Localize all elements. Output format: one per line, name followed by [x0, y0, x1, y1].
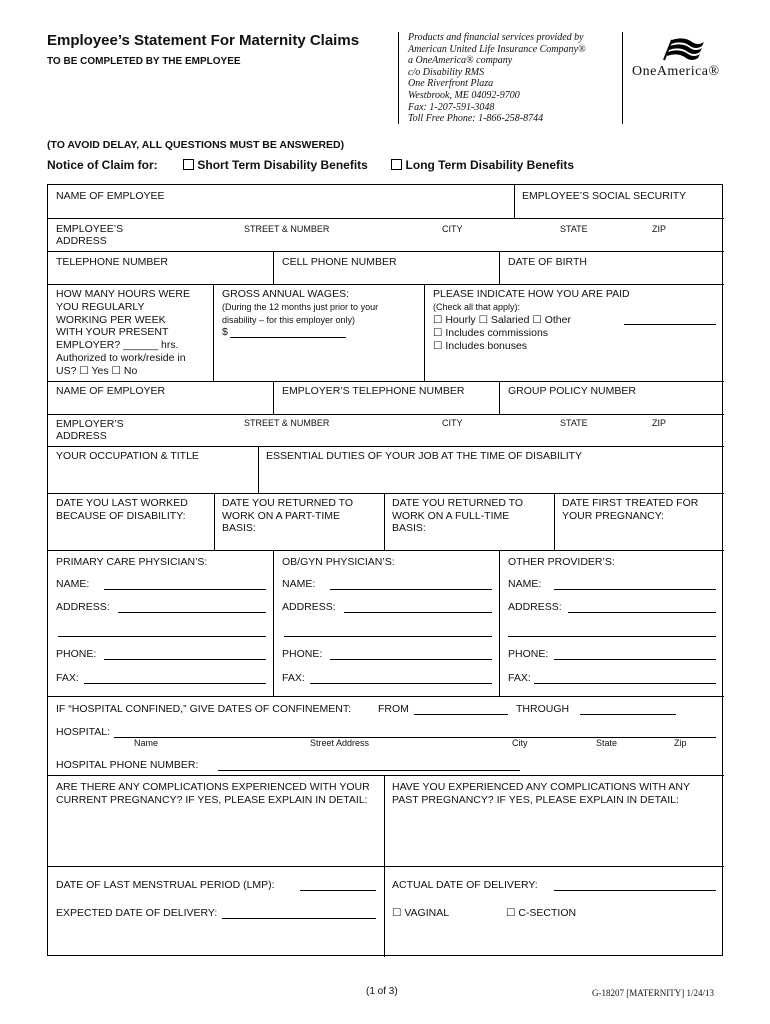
std-label: Short Term Disability Benefits — [197, 158, 368, 172]
state-label: STATE — [560, 224, 588, 234]
header-divider-left — [398, 32, 399, 124]
pay-type-options[interactable]: ☐ Hourly ☐ Salaried ☐ Other — [433, 314, 571, 326]
employee-address-label-1: EMPLOYEE’S — [56, 223, 124, 235]
provider-line: One Riverfront Plaza — [408, 78, 494, 90]
obgyn-fax-input[interactable] — [310, 683, 492, 684]
hours-line: Authorized to work/reside in — [56, 351, 186, 364]
ssn-label: EMPLOYEE’S SOCIAL SECURITY — [522, 190, 687, 202]
provider-line: Products and financial services provided by — [408, 32, 584, 43]
from-label: FROM — [378, 703, 409, 715]
first-treated-line: DATE FIRST TREATED FOR — [562, 497, 699, 509]
primary-address-input[interactable] — [118, 612, 266, 613]
hours-line: WORKING PER WEEK — [56, 313, 166, 326]
employer-phone-label: EMPLOYER’S TELEPHONE NUMBER — [282, 385, 465, 397]
obgyn-name-input[interactable] — [330, 589, 492, 590]
c-section-checkbox[interactable]: ☐ C-SECTION — [506, 907, 577, 919]
other-fax-label: FAX: — [508, 672, 531, 684]
hospital-street-caption: Street Address — [310, 738, 370, 748]
obgyn-fax-label: FAX: — [282, 672, 305, 684]
primary-fax-label: FAX: — [56, 672, 79, 684]
hours-question — [56, 288, 190, 378]
other-address-input[interactable] — [568, 612, 716, 613]
current-complications-label — [56, 781, 370, 806]
hours-line: HOW MANY HOURS WERE — [56, 288, 190, 300]
hospital-city-caption: City — [512, 738, 528, 748]
page-number: (1 of 3) — [366, 986, 398, 997]
notice-of-claim — [47, 158, 574, 172]
obgyn-phone-label: PHONE: — [282, 648, 323, 660]
through-date-input[interactable] — [580, 714, 676, 715]
full-time-line: BASIS: — [392, 522, 426, 534]
part-time-line: WORK ON A PART-TIME — [222, 509, 341, 522]
wages-note-1: (During the 12 months just prior to your — [222, 302, 379, 312]
actual-delivery-input[interactable] — [554, 890, 716, 891]
expected-delivery-label: EXPECTED DATE OF DELIVERY: — [56, 907, 218, 919]
past-complications-line: HAVE YOU EXPERIENCED ANY COMPLICATIONS WITH ANY — [392, 781, 690, 793]
hospital-label: HOSPITAL: — [56, 726, 111, 738]
other-provider-label: OTHER PROVIDER’S: — [508, 556, 615, 568]
current-complications-line: CURRENT PREGNANCY? IF YES, PLEASE EXPLAIN IN DETAIL: — [56, 793, 368, 806]
wages-dollar: $ — [222, 326, 228, 338]
city-label: CITY — [442, 224, 463, 234]
employer-name-label: NAME OF EMPLOYER — [56, 385, 166, 397]
hospital-input[interactable] — [114, 737, 716, 738]
part-time-line: DATE YOU RETURNED TO — [222, 497, 354, 509]
primary-address-input-2[interactable] — [58, 636, 266, 637]
past-complications-line: PAST PREGNANCY? IF YES, PLEASE EXPLAIN IN DETAIL: — [392, 793, 679, 806]
current-complications-line: ARE THERE ANY COMPLICATIONS EXPERIENCED WITH YOUR — [56, 781, 370, 793]
primary-name-input[interactable] — [104, 589, 266, 590]
pay-other-input[interactable] — [624, 324, 716, 325]
hours-line: YOU REGULARLY — [56, 300, 145, 313]
dob-label: DATE OF BIRTH — [508, 256, 587, 268]
hospital-phone-label: HOSPITAL PHONE NUMBER: — [56, 759, 199, 771]
obgyn-phone-input[interactable] — [330, 659, 492, 660]
paid-note: (Check all that apply): — [433, 302, 521, 312]
paid-label: PLEASE INDICATE HOW YOU ARE PAID — [433, 288, 630, 300]
past-complications-label — [392, 781, 690, 806]
full-time-label — [392, 497, 523, 535]
lmp-input[interactable] — [300, 890, 376, 891]
employer-street-label: STREET & NUMBER — [244, 418, 330, 428]
other-phone-input[interactable] — [554, 659, 716, 660]
first-treated-label — [562, 497, 698, 522]
std-checkbox[interactable] — [183, 159, 194, 170]
obgyn-address-label: ADDRESS: — [282, 601, 336, 613]
last-worked-line: BECAUSE OF DISABILITY: — [56, 509, 186, 522]
other-fax-input[interactable] — [534, 683, 716, 684]
lmp-label: DATE OF LAST MENSTRUAL PERIOD (LMP): — [56, 879, 275, 891]
provider-line: c/o Disability RMS — [408, 66, 485, 78]
form-code: G-18207 [MATERNITY] 1/24/13 — [592, 988, 714, 998]
provider-info — [408, 32, 623, 125]
hospital-phone-input[interactable] — [218, 770, 520, 771]
hospital-zip-caption: Zip — [674, 738, 687, 748]
other-address-input-2[interactable] — [508, 636, 716, 637]
obgyn-address-input[interactable] — [344, 612, 492, 613]
other-phone-label: PHONE: — [508, 648, 549, 660]
hours-line: WITH YOUR PRESENT — [56, 326, 169, 339]
first-treated-line: YOUR PREGNANCY: — [562, 509, 665, 522]
oneamerica-logo: OneAmerica® — [632, 64, 720, 79]
provider-line: Toll Free Phone: 1-866-258-8744 — [408, 113, 544, 125]
employee-address-label-2: ADDRESS — [56, 235, 107, 247]
employer-address-label-1: EMPLOYER’S — [56, 418, 124, 430]
cell-phone-label: CELL PHONE NUMBER — [282, 256, 397, 268]
other-name-label: NAME: — [508, 578, 542, 590]
warning-text: (TO AVOID DELAY, ALL QUESTIONS MUST BE ANSWERED) — [47, 139, 345, 151]
bonuses-checkbox[interactable]: ☐ Includes bonuses — [433, 340, 528, 352]
last-worked-line: DATE YOU LAST WORKED — [56, 497, 188, 509]
duties-label: ESSENTIAL DUTIES OF YOUR JOB AT THE TIME OF DISABILITY — [266, 450, 583, 462]
through-label: THROUGH — [516, 703, 570, 715]
last-worked-label — [56, 497, 188, 522]
part-time-line: BASIS: — [222, 522, 256, 534]
group-policy-label: GROUP POLICY NUMBER — [508, 385, 636, 397]
part-time-label — [222, 497, 353, 535]
ltd-checkbox[interactable] — [391, 159, 402, 170]
vaginal-checkbox[interactable]: ☐ VAGINAL — [392, 907, 450, 919]
occupation-label: YOUR OCCUPATION & TITLE — [56, 450, 199, 462]
hospital-state-caption: State — [596, 738, 618, 748]
commissions-checkbox[interactable]: ☐ Includes commissions — [433, 327, 549, 339]
wages-input[interactable] — [230, 337, 346, 338]
flag-logo-icon — [662, 36, 706, 62]
header-divider-right — [622, 32, 623, 124]
full-time-line: WORK ON A FULL-TIME — [392, 509, 510, 522]
form-title: Employee’s Statement For Maternity Claims — [47, 32, 360, 49]
gross-wages-label: GROSS ANNUAL WAGES: — [222, 288, 349, 300]
primary-phone-input[interactable] — [104, 659, 266, 660]
obgyn-name-label: NAME: — [282, 578, 316, 590]
zip-label: ZIP — [652, 224, 667, 234]
obgyn-physician-label: OB/GYN PHYSICIAN’S: — [282, 556, 395, 568]
primary-physician-label: PRIMARY CARE PHYSICIAN’S: — [56, 556, 208, 568]
primary-name-label: NAME: — [56, 578, 90, 590]
primary-fax-input[interactable] — [84, 683, 266, 684]
work-authorized-options[interactable]: US? ☐ Yes ☐ No — [56, 364, 138, 377]
expected-delivery-input[interactable] — [222, 918, 376, 919]
primary-phone-label: PHONE: — [56, 648, 97, 660]
full-time-line: DATE YOU RETURNED TO — [392, 497, 524, 509]
street-label: STREET & NUMBER — [244, 224, 330, 234]
hours-line: EMPLOYER? ______ hrs. — [56, 339, 179, 352]
provider-line: American United Life Insurance Company® — [408, 43, 586, 55]
employer-address-label-2: ADDRESS — [56, 430, 107, 442]
employee-name-label: NAME OF EMPLOYEE — [56, 190, 165, 202]
other-name-input[interactable] — [554, 589, 716, 590]
provider-line: Westbrook, ME 04092-9700 — [408, 89, 520, 101]
provider-line: Fax: 1-207-591-3048 — [408, 101, 495, 113]
hospital-name-caption: Name — [134, 738, 159, 748]
form-subtitle: TO BE COMPLETED BY THE EMPLOYEE — [47, 56, 241, 67]
primary-address-label: ADDRESS: — [56, 601, 110, 613]
obgyn-address-input-2[interactable] — [284, 636, 492, 637]
wages-note-2: disability – for this employer only) — [222, 315, 356, 325]
from-date-input[interactable] — [414, 714, 508, 715]
actual-delivery-label: ACTUAL DATE OF DELIVERY: — [392, 879, 538, 891]
claim-form — [47, 184, 723, 956]
ltd-label: Long Term Disability Benefits — [405, 158, 574, 172]
provider-line: a OneAmerica® company — [408, 55, 513, 67]
notice-label: Notice of Claim for: — [47, 158, 158, 172]
employer-city-label: CITY — [442, 418, 463, 428]
telephone-label: TELEPHONE NUMBER — [56, 256, 169, 268]
employer-zip-label: ZIP — [652, 418, 667, 428]
hospital-confined-label: IF “HOSPITAL CONFINED,” GIVE DATES OF CONFINEMENT: — [56, 703, 351, 715]
other-address-label: ADDRESS: — [508, 601, 562, 613]
employer-state-label: STATE — [560, 418, 588, 428]
